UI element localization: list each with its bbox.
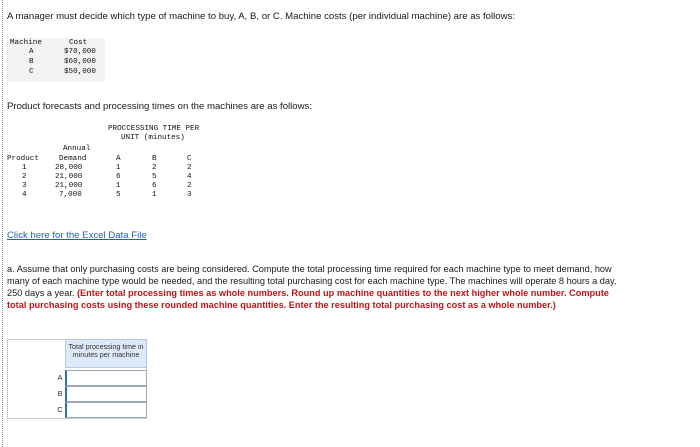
cost-row-value: $70,000: [64, 48, 96, 56]
demand-header-line2: Demand: [59, 155, 87, 163]
answer-row-label-b: B: [57, 389, 63, 398]
row-demand: 21,000: [55, 173, 83, 181]
answer-header: Total processing time in minutes per machine: [65, 339, 147, 368]
cost-row-machine: C: [29, 68, 34, 76]
row-demand: 28,000: [55, 164, 83, 172]
answer-table: [7, 339, 147, 419]
row-time-b: 6: [152, 182, 157, 190]
cost-row-machine: B: [29, 58, 34, 66]
cost-table: [7, 38, 105, 82]
machine-header-a: A: [116, 155, 121, 163]
forecast-table: [7, 124, 217, 208]
row-demand: 7,000: [59, 191, 82, 199]
machine-header-b: B: [152, 155, 157, 163]
row-time-c: 3: [187, 191, 192, 199]
row-demand: 21,000: [55, 182, 83, 190]
left-dotted-rule: [2, 0, 3, 447]
question-instructions: (Enter total processing times as whole numbers. Round up machine quantities to the next higher whole number. Compute total purchasing costs using these rounded machine quantities. Enter the resulting total purchasing cost as a whole number.): [7, 288, 609, 310]
cost-row-value: $60,000: [64, 58, 96, 66]
cost-header-machine: Machine: [10, 39, 42, 47]
answer-input-c[interactable]: [65, 402, 147, 418]
row-product: 3: [22, 182, 27, 190]
row-time-c: 4: [187, 173, 192, 181]
row-time-a: 1: [116, 164, 121, 172]
row-product: 1: [22, 164, 27, 172]
row-time-b: 2: [152, 164, 157, 172]
machine-header-c: C: [187, 155, 192, 163]
answer-row-label-a: A: [57, 373, 63, 382]
answer-input-b[interactable]: [65, 386, 147, 402]
row-product: 2: [22, 173, 27, 181]
demand-header-line1: Annual: [63, 145, 91, 153]
question-part-a: [7, 263, 617, 311]
row-time-b: 5: [152, 173, 157, 181]
row-time-a: 6: [116, 173, 121, 181]
intro-text: A manager must decide which type of machine to buy, A, B, or C. Machine costs (per individual machine) are as follows:: [7, 11, 515, 22]
row-time-b: 1: [152, 191, 157, 199]
cost-header-cost: Cost: [69, 39, 88, 47]
row-time-c: 2: [187, 182, 192, 190]
product-header: Product: [7, 155, 39, 163]
row-product: 4: [22, 191, 27, 199]
row-time-c: 2: [187, 164, 192, 172]
cost-row-value: $50,000: [64, 68, 96, 76]
row-time-a: 5: [116, 191, 121, 199]
answer-input-a[interactable]: [65, 370, 147, 386]
row-time-a: 1: [116, 182, 121, 190]
question-text: a. Assume that only purchasing costs are being considered. Compute the total processing time required for each machine type to meet demand, how many of each machine type would be needed, and the resulting total purchasing cost for each machine type. The machines will operate 8 hours a day, 250 days a year.: [7, 264, 617, 298]
forecast-intro-text: Product forecasts and processing times on the machines are as follows:: [7, 101, 313, 112]
group-header-line2: UNIT (minutes): [121, 134, 185, 142]
group-header-line1: PROCCESSING TIME PER: [108, 125, 200, 133]
excel-data-file-link[interactable]: Click here for the Excel Data File: [7, 230, 147, 241]
cost-row-machine: A: [29, 48, 34, 56]
answer-row-label-c: C: [57, 405, 63, 414]
